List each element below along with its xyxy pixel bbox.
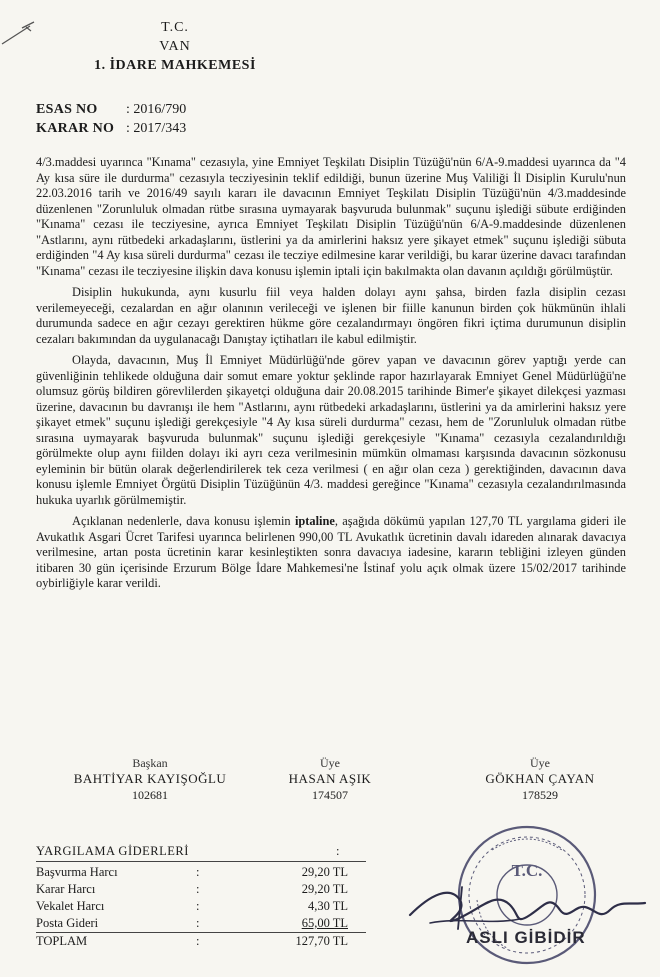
cost-amount: 4,30 TL: [307, 899, 348, 913]
cost-amount: 29,20 TL: [301, 865, 348, 879]
cost-colon: :: [196, 882, 200, 896]
esas-label: ESAS NO: [36, 102, 98, 117]
judge-member-2: [445, 755, 635, 803]
judge-registry: 102681: [132, 788, 168, 802]
cost-label: Karar Harcı: [36, 882, 96, 896]
cost-amount: 65,00 TL: [301, 916, 348, 930]
header-tc: T.C.: [161, 20, 189, 35]
judge-member-1: [235, 755, 425, 803]
cost-label: Vekalet Harcı: [36, 899, 105, 913]
judge-name: BAHTİYAR KAYIŞOĞLU: [73, 771, 227, 786]
karar-value: : 2017/343: [126, 121, 187, 136]
paragraph-4-end: , aşağıda dökümü yapılan 127,70 TL yargılama gideri ile Avukatlık Asgari Ücret Tarifesi uyarınca belirlenen 990,00 TL Avukatlık ücretinin davalı idareden alınarak davacıya verilmesine, artan posta ücretinin karar kesinleştikten sonra davacıya iadesine, kararın tebliğini izleyen günden itibaren 30 gün içerisinde Erzurum Bölge İdare Mahkemesi'ne İstinaf yolu açık olmak üzere 15/02/2017 tarihinde oybirliğiyle karar verildi.: [36, 514, 626, 590]
costs-table: [36, 843, 366, 950]
staple-mark: [0, 0, 50, 50]
costs-title-row: [36, 843, 366, 862]
cost-total-amount: 127,70 TL: [295, 934, 348, 948]
cost-colon: :: [196, 916, 200, 930]
esas-value: : 2016/790: [126, 102, 187, 117]
cost-amount: 29,20 TL: [301, 882, 348, 896]
case-numbers: [36, 100, 186, 138]
cost-total-colon: :: [196, 934, 200, 948]
paragraph-1: 4/3.maddesi uyarınca "Kınama" cezasıyla, yine Emniyet Teşkilatı Disiplin Tüzüğü'nün 6/A-9.maddesi uyarınca da "4 Ay kısa süre ile durdurma" cezasıyla tecziyesinin teklif edildiği, bunun üzerine Muş Valiliği İl Disiplin Kurulu'nun 22.03.2016 tarih ve 2016/49 sayılı kararı ile davacının Emniyet Teşkilatı Disiplin Tüzüğü'nün 4/3.maddesinde düzenlenen "Zorunluluk olmadan rütbe sırasına uymayarak başvuruda bulunmak" suçunu işlediği sübute erdiğinden "Kınama" cezası ile tecziyesine, ayrıca Emniyet Teşkilatı Disiplin Tüzüğü'nün 6/A-9.maddesinde düzenlenen "Astlarını, aynı rütbedeki arkadaşlarını, üstlerini ya da amirlerini haksız yere şikayet etmek" suçunu işlediği sübuta erdiğinden "4 Ay kısa süreli durdurma" cezası ile tecziye edilmesine karar verildiği, bu karar üzerine davacı tarafından "Kınama" cezası ile tecziyesine ilişkin dava konusu işlemin iptali için bakılmakta olan davanın açıldığı görülmüştür.: [36, 155, 626, 278]
costs-title-colon: :: [336, 844, 340, 858]
judge-registry: 174507: [312, 788, 348, 802]
header-city: VAN: [159, 39, 191, 54]
decision-body: [36, 155, 626, 598]
court-header: [60, 18, 290, 75]
cost-row: [36, 864, 366, 881]
stamp-center-text: T.C.: [511, 861, 543, 880]
judge-role: Üye: [530, 756, 550, 770]
paragraph-2: Disiplin hukukunda, aynı kusurlu fiil veya halden dolayı aynı şahsa, birden fazla disiplin cezası verilemeyeceği, cezalardan en ağır olanının verileceği ve işlenen bir fiille kanunun birden çok hükmünün ihlali durumunda sadece en ağır cezayı gerektiren hükme göre cezalandırmayı öngören fikri içtima durumunun disiplin cezaları bakımından da uygulanacağı Danıştay içtihatları ile kabul edilmiştir.: [36, 285, 626, 346]
cost-colon: :: [196, 865, 200, 879]
costs-title: YARGILAMA GİDERLERİ: [36, 844, 189, 858]
cost-colon: :: [196, 899, 200, 913]
judge-name: HASAN AŞIK: [288, 771, 372, 786]
cost-total-row: [36, 932, 366, 950]
cost-total-label: TOPLAM: [36, 934, 88, 948]
certified-copy-stamp: ASLI GİBİDİR: [466, 928, 586, 947]
judge-registry: 178529: [522, 788, 558, 802]
cost-label: Başvurma Harcı: [36, 865, 118, 879]
cost-row: [36, 915, 366, 932]
judge-president: [55, 755, 245, 803]
paragraph-4: [36, 514, 626, 592]
paragraph-4-start: Açıklanan nedenlerle, dava konusu işlemin: [72, 514, 295, 528]
cost-row: [36, 881, 366, 898]
paragraph-3: Olayda, davacının, Muş İl Emniyet Müdürlüğü'nde görev yapan ve davacının görev yaptığı yerde can güvenliğinin tehlikede olduğuna dair somut emare yoktur şeklinde rapor hazırlayarak Emniyet Genel Müdürlüğü'ne olumsuz görüş bildiren görevlilerden şikayetçi olduğuna dair 20.08.2015 tarihinde Bimer'e şikayet dilekçesi yazması üzerine, davacının bu davranışı ile hem "Astlarını, aynı rütbedeki arkadaşlarını, üstlerini ya da amirlerini haksız yere şikayet etmek" suçunu işlediği gerekçesiyle "4 Ay kısa süreli durdurma" cezası, hem de "Zorunluluk olmadan rütbe sırasına uymayarak başvuruda bulunmak" suçunu işlediği gerekçesiyle "Kınama" cezasıyla cezalandırıldığı görülmekte olup aynı fiilden dolayı iki ayrı ceza verilmesinin mümkün olmaması karşısında davacının sözkonusu eyleminin bir bütün olarak değerlendirilerek tek ceza verilmesi ( en ağır olan ceza ) gerektiğinden, davacının dava konusu işlemle Emniyet Örgütü Disiplin Tüzüğünün 4/3. maddesi gereğince "Kınama" cezasıyla cezalandırılmasında hukuka uyarlık görülmemiştir.: [36, 353, 626, 507]
cost-label: Posta Gideri: [36, 916, 99, 930]
judge-role: Üye: [320, 756, 340, 770]
karar-label: KARAR NO: [36, 121, 115, 136]
cost-row: [36, 898, 366, 915]
judge-role: Başkan: [132, 756, 168, 770]
paragraph-4-verdict: iptaline: [294, 514, 335, 528]
court-name: 1. İDARE MAHKEMESİ: [94, 58, 256, 73]
judge-name: GÖKHAN ÇAYAN: [485, 771, 595, 786]
